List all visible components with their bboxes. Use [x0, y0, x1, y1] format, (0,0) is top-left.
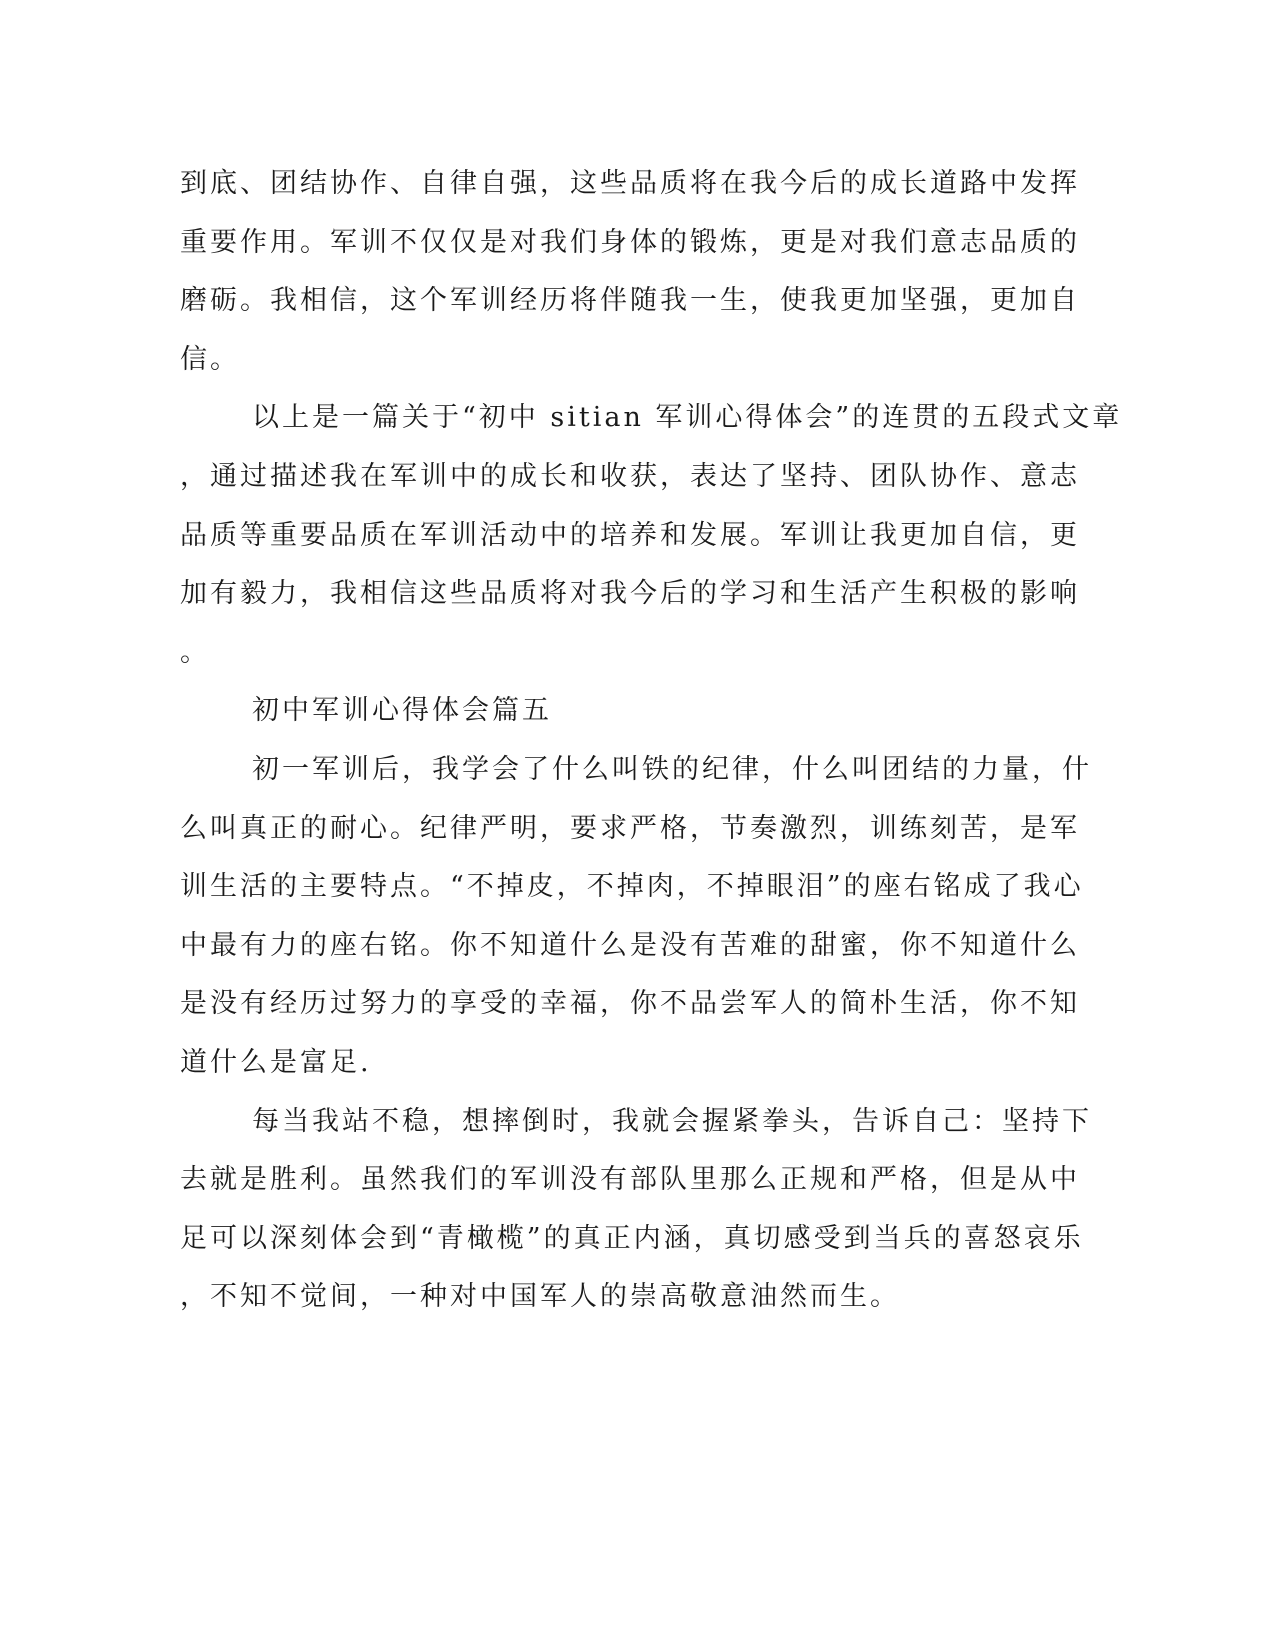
- text-line: 是没有经历过努力的享受的幸福，你不品尝军人的简朴生活，你不知: [180, 988, 1080, 1020]
- text-line: 信。: [180, 343, 240, 375]
- text-line: 训生活的主要特点。“不掉皮，不掉肉，不掉眼泪”的座右铭成了我心: [180, 871, 1084, 903]
- document-body: [180, 155, 1123, 1327]
- text-line: 到底、团结协作、自律自强，这些品质将在我今后的成长道路中发挥: [180, 168, 1080, 199]
- text-line: ，不知不觉间，一种对中国军人的崇高敬意油然而生。: [180, 1281, 900, 1313]
- text-line: 加有毅力，我相信这些品质将对我今后的学习和生活产生积极的影响: [180, 578, 1080, 610]
- paragraph-first-line: 初一军训后，我学会了什么叫铁的纪律，什么叫团结的力量，什: [252, 753, 1092, 785]
- paragraph-first-line: 以上是一篇关于“初中 sitian 军训心得体会”的连贯的五段式文章: [252, 402, 1123, 434]
- text-line: 磨砺。我相信，这个军训经历将伴随我一生，使我更加坚强，更加自: [180, 285, 1080, 317]
- text-line: ，通过描述我在军训中的成长和收获，表达了坚持、团队协作、意志: [180, 460, 1080, 492]
- text-line: 。: [180, 636, 210, 668]
- text-line: 重要作用。军训不仅仅是对我们身体的锻炼，更是对我们意志品质的: [180, 226, 1080, 258]
- text-line: 中最有力的座右铭。你不知道什么是没有苦难的甜蜜，你不知道什么: [180, 929, 1080, 961]
- text-line: 么叫真正的耐心。纪律严明，要求严格，节奏激烈，训练刻苦，是军: [180, 812, 1080, 844]
- text-line: 去就是胜利。虽然我们的军训没有部队里那么正规和严格，但是从中: [180, 1164, 1080, 1196]
- section-heading: 初中军训心得体会篇五: [252, 695, 552, 727]
- text-line: 道什么是富足.: [180, 1046, 372, 1078]
- paragraph-first-line: 每当我站不稳，想摔倒时，我就会握紧拳头，告诉自己：坚持下: [252, 1105, 1092, 1137]
- text-line: 足可以深刻体会到“青橄榄”的真正内涵，真切感受到当兵的喜怒哀乐: [180, 1222, 1084, 1254]
- text-line: 品质等重要品质在军训活动中的培养和发展。军训让我更加自信，更: [180, 519, 1080, 551]
